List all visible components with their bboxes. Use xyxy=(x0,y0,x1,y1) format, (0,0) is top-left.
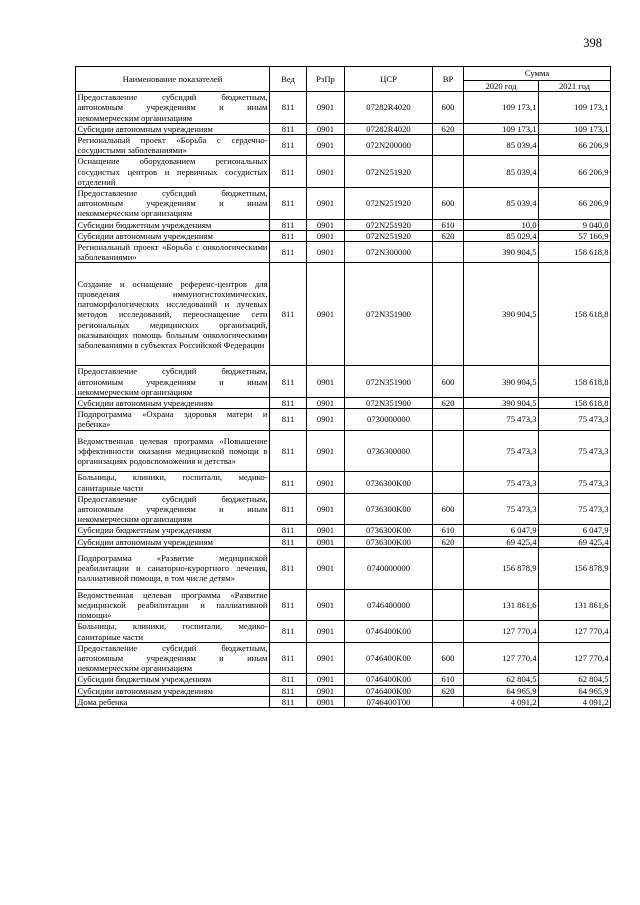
amount-2020-cell: 109 173,1 xyxy=(464,123,539,134)
ved-cell: 811 xyxy=(270,642,307,674)
amount-2021-cell: 158 618,8 xyxy=(539,366,611,398)
amount-2020-cell: 109 173,1 xyxy=(464,92,539,124)
name-cell: Предоставление субсидий бюджетным, автономным учреждениям и иным некоммерческим организациям xyxy=(77,188,268,219)
ved-cell: 811 xyxy=(270,674,307,685)
name-cell: Предоставление субсидий бюджетным, автономным учреждениям и иным некоммерческим организациям xyxy=(77,493,268,525)
rzpr-cell: 0901 xyxy=(307,188,345,220)
table-row xyxy=(76,472,611,493)
ved-cell: 811 xyxy=(270,242,307,263)
name-cell: Создание и оснащение референс-центров для проведения иммуногистохимических, патоморфологических исследований и лучевых методов исследований, переоснащение сети региональных медицинских организаций, оказывающих помощь больным онкологическими заболеваниями в субъектах Российской Федерации xyxy=(76,263,270,366)
name-cell: Предоставление субсидий бюджетным, автономным учреждениям и иным некоммерческим организациям xyxy=(77,642,268,674)
amount-2021-cell: 69 425,4 xyxy=(539,536,611,547)
ved-cell: 811 xyxy=(270,230,307,241)
year-2020-header: 2020 год xyxy=(464,81,539,92)
name-cell: Субсидии бюджетным учреждениям xyxy=(76,525,270,536)
rzpr-cell: 0901 xyxy=(307,230,345,241)
amount-2021-cell: 127 770,4 xyxy=(539,642,611,674)
name-cell: Субсидии бюджетным учреждениям xyxy=(76,219,270,230)
table-row xyxy=(76,674,611,685)
ved-cell: 811 xyxy=(270,621,307,642)
csr-cell: 0736300K00 xyxy=(345,472,433,493)
ved-cell: 811 xyxy=(270,366,307,398)
vr-cell: 610 xyxy=(433,525,464,536)
vr-header: ВР xyxy=(433,67,464,92)
amount-2020-cell: 390 904,5 xyxy=(464,242,539,263)
amount-2021-cell: 109 173,1 xyxy=(539,123,611,134)
name-cell: Предоставление субсидий бюджетным, автономным учреждениям и иным некоммерческим организациям xyxy=(77,92,268,123)
amount-2020-cell: 156 878,9 xyxy=(464,547,539,589)
rzpr-cell: 0901 xyxy=(307,398,345,409)
amount-2021-cell: 127 770,4 xyxy=(539,621,611,642)
csr-cell: 072N200000 xyxy=(345,135,433,156)
ved-header: Вед xyxy=(270,67,307,92)
amount-2020-cell: 75 473,3 xyxy=(464,472,539,493)
rzpr-cell: 0901 xyxy=(307,430,345,472)
amount-2020-cell: 85 039,4 xyxy=(464,135,539,156)
csr-cell: 072N251920 xyxy=(345,219,433,230)
amount-2021-cell: 158 618,8 xyxy=(539,398,611,409)
amount-2021-cell: 57 166,9 xyxy=(539,230,611,241)
rzpr-cell: 0901 xyxy=(307,685,345,696)
csr-cell: 072N251920 xyxy=(345,156,433,188)
vr-cell xyxy=(433,242,464,263)
amount-2021-cell: 6 047,9 xyxy=(539,525,611,536)
vr-cell xyxy=(433,156,464,188)
name-cell: Субсидии автономным учреждениям xyxy=(76,398,270,409)
name-cell: Подпрограмма «Развитие медицинской реабилитации и санаторно-курортного лечения, паллиативной помощи, в том числе детям» xyxy=(76,547,270,589)
amount-2020-cell: 85 039,4 xyxy=(464,156,539,188)
table-row xyxy=(76,92,611,124)
table-row xyxy=(76,409,611,430)
table-row xyxy=(76,242,611,263)
amount-2021-cell: 9 040,0 xyxy=(539,219,611,230)
ved-cell: 811 xyxy=(270,536,307,547)
table-row xyxy=(76,430,611,472)
name-cell: Ведомственная целевая программа «Повышение эффективности оказания медицинской помощи в организациях родовспоможения и детства» xyxy=(76,430,270,472)
rzpr-cell: 0901 xyxy=(307,263,345,366)
budget-table xyxy=(75,66,611,708)
amount-2020-cell: 62 804,5 xyxy=(464,674,539,685)
table-row xyxy=(76,696,611,707)
amount-2021-cell: 75 473,3 xyxy=(539,409,611,430)
ved-cell: 811 xyxy=(270,430,307,472)
name-cell: Предоставление субсидий бюджетным, автономным учреждениям и иным некоммерческим организациям xyxy=(77,366,268,397)
amount-2020-cell: 127 770,4 xyxy=(464,642,539,674)
rzpr-cell: 0901 xyxy=(307,472,345,493)
ved-cell: 811 xyxy=(270,493,307,525)
ved-cell: 811 xyxy=(270,409,307,430)
amount-2021-cell: 75 473,3 xyxy=(539,472,611,493)
name-cell: Субсидии автономным учреждениям xyxy=(76,230,270,241)
rzpr-cell: 0901 xyxy=(307,674,345,685)
name-cell: Субсидии автономным учреждениям xyxy=(76,536,270,547)
rzpr-cell: 0901 xyxy=(307,409,345,430)
amount-2020-cell: 69 425,4 xyxy=(464,536,539,547)
csr-cell: 07282R4020 xyxy=(345,92,433,124)
table-row xyxy=(76,536,611,547)
name-cell: Оснащение оборудованием региональных сосудистых центров и первичных сосудистых отделений xyxy=(77,156,268,187)
vr-cell: 620 xyxy=(433,230,464,241)
rzpr-cell: 0901 xyxy=(307,589,345,621)
vr-cell xyxy=(433,135,464,156)
amount-2020-cell: 131 861,6 xyxy=(464,589,539,621)
ved-cell: 811 xyxy=(270,547,307,589)
amount-header: Сумма xyxy=(464,67,611,81)
ved-cell: 811 xyxy=(270,696,307,707)
csr-cell: 0736300K00 xyxy=(345,525,433,536)
name-cell: Региональный проект «Борьба с онкологическими заболеваниями» xyxy=(77,242,268,263)
ved-cell: 811 xyxy=(270,156,307,188)
table-row xyxy=(76,642,611,674)
ved-cell: 811 xyxy=(270,525,307,536)
page-number: 398 xyxy=(583,36,602,50)
amount-2020-cell: 85 029,4 xyxy=(464,230,539,241)
rzpr-cell: 0901 xyxy=(307,642,345,674)
amount-2020-cell: 390 904,5 xyxy=(464,366,539,398)
table-row xyxy=(76,589,611,621)
table-row xyxy=(76,230,611,241)
vr-cell: 610 xyxy=(433,674,464,685)
amount-2020-cell: 390 904,5 xyxy=(464,398,539,409)
vr-cell xyxy=(433,409,464,430)
name-cell: Подпрограмма «Охрана здоровья матери и ребенка» xyxy=(77,409,268,430)
csr-cell: 0746400K00 xyxy=(345,685,433,696)
vr-cell xyxy=(433,472,464,493)
name-cell: Субсидии автономным учреждениям xyxy=(76,685,270,696)
amount-2021-cell: 64 965,9 xyxy=(539,685,611,696)
ved-cell: 811 xyxy=(270,263,307,366)
csr-cell: 0736300K00 xyxy=(345,493,433,525)
ved-cell: 811 xyxy=(270,472,307,493)
rzpr-cell: 0901 xyxy=(307,135,345,156)
amount-2020-cell: 390 904,5 xyxy=(464,263,539,366)
csr-cell: 072N251920 xyxy=(345,188,433,220)
table-row xyxy=(76,156,611,188)
vr-cell: 620 xyxy=(433,685,464,696)
rzpr-cell: 0901 xyxy=(307,525,345,536)
amount-2021-cell: 109 173,1 xyxy=(539,92,611,124)
csr-cell: 0746400K00 xyxy=(345,674,433,685)
csr-cell: 0746400K00 xyxy=(345,642,433,674)
table-body xyxy=(76,92,611,708)
table-row xyxy=(76,547,611,589)
ved-cell: 811 xyxy=(270,219,307,230)
table-row xyxy=(76,398,611,409)
vr-cell xyxy=(433,696,464,707)
table-row xyxy=(76,621,611,642)
amount-2021-cell: 131 861,6 xyxy=(539,589,611,621)
vr-cell xyxy=(433,547,464,589)
table-row xyxy=(76,219,611,230)
amount-2021-cell: 4 091,2 xyxy=(539,696,611,707)
rzpr-cell: 0901 xyxy=(307,242,345,263)
ved-cell: 811 xyxy=(270,135,307,156)
vr-cell: 600 xyxy=(433,493,464,525)
csr-header: ЦСР xyxy=(345,67,433,92)
rzpr-cell: 0901 xyxy=(307,547,345,589)
amount-2021-cell: 66 206,9 xyxy=(539,188,611,220)
table-row xyxy=(76,123,611,134)
ved-cell: 811 xyxy=(270,398,307,409)
csr-cell: 072N300000 xyxy=(345,242,433,263)
ved-cell: 811 xyxy=(270,188,307,220)
csr-cell: 0746400T00 xyxy=(345,696,433,707)
amount-2020-cell: 10,0 xyxy=(464,219,539,230)
name-header: Наименование показателей xyxy=(76,67,270,92)
table-row xyxy=(76,366,611,398)
table-row xyxy=(76,135,611,156)
csr-cell: 0746400K00 xyxy=(345,621,433,642)
vr-cell xyxy=(433,589,464,621)
rzpr-cell: 0901 xyxy=(307,92,345,124)
ved-cell: 811 xyxy=(270,685,307,696)
rzpr-cell: 0901 xyxy=(307,123,345,134)
amount-2020-cell: 64 965,9 xyxy=(464,685,539,696)
rzpr-header: РзПр xyxy=(307,67,345,92)
header-row xyxy=(76,67,611,81)
name-cell: Ведомственная целевая программа «Развитие медицинской реабилитации и паллиативной помощи» xyxy=(77,589,268,621)
csr-cell: 0736300K00 xyxy=(345,536,433,547)
amount-2020-cell: 75 473,3 xyxy=(464,409,539,430)
vr-cell: 600 xyxy=(433,642,464,674)
csr-cell: 072N351900 xyxy=(345,366,433,398)
vr-cell: 600 xyxy=(433,366,464,398)
amount-2021-cell: 62 804,5 xyxy=(539,674,611,685)
vr-cell: 620 xyxy=(433,123,464,134)
csr-cell: 0736300000 xyxy=(345,430,433,472)
ved-cell: 811 xyxy=(270,123,307,134)
csr-cell: 072N251920 xyxy=(345,230,433,241)
amount-2021-cell: 158 618,8 xyxy=(539,242,611,263)
table-row xyxy=(76,493,611,525)
name-cell: Субсидии автономным учреждениям xyxy=(76,123,270,134)
rzpr-cell: 0901 xyxy=(307,621,345,642)
csr-cell: 0740000000 xyxy=(345,547,433,589)
csr-cell: 07282R4020 xyxy=(345,123,433,134)
amount-2021-cell: 156 878,9 xyxy=(539,547,611,589)
rzpr-cell: 0901 xyxy=(307,493,345,525)
amount-2020-cell: 127 770,4 xyxy=(464,621,539,642)
vr-cell xyxy=(433,430,464,472)
rzpr-cell: 0901 xyxy=(307,696,345,707)
name-cell: Региональный проект «Борьба с сердечно-сосудистыми заболеваниями» xyxy=(77,135,268,156)
csr-cell: 0730000000 xyxy=(345,409,433,430)
vr-cell: 620 xyxy=(433,398,464,409)
amount-2021-cell: 158 618,8 xyxy=(539,263,611,366)
name-cell: Дома ребенка xyxy=(76,696,270,707)
csr-cell: 072N351900 xyxy=(345,398,433,409)
amount-2020-cell: 85 039,4 xyxy=(464,188,539,220)
csr-cell: 0746400000 xyxy=(345,589,433,621)
amount-2021-cell: 66 206,9 xyxy=(539,135,611,156)
rzpr-cell: 0901 xyxy=(307,536,345,547)
ved-cell: 811 xyxy=(270,589,307,621)
table-row xyxy=(76,263,611,366)
name-cell: Субсидии бюджетным учреждениям xyxy=(76,674,270,685)
table-row xyxy=(76,188,611,220)
amount-2020-cell: 4 091,2 xyxy=(464,696,539,707)
csr-cell: 072N351900 xyxy=(345,263,433,366)
vr-cell xyxy=(433,621,464,642)
name-cell: Больницы, клиники, госпитали, медико-санитарные части xyxy=(77,472,268,493)
year-2021-header: 2021 год xyxy=(539,81,611,92)
amount-2021-cell: 75 473,3 xyxy=(539,493,611,525)
amount-2021-cell: 66 206,9 xyxy=(539,156,611,188)
table-row xyxy=(76,525,611,536)
vr-cell: 600 xyxy=(433,92,464,124)
name-cell: Больницы, клиники, госпитали, медико-санитарные части xyxy=(77,621,268,642)
rzpr-cell: 0901 xyxy=(307,156,345,188)
rzpr-cell: 0901 xyxy=(307,366,345,398)
amount-2021-cell: 75 473,3 xyxy=(539,430,611,472)
rzpr-cell: 0901 xyxy=(307,219,345,230)
table-row xyxy=(76,685,611,696)
amount-2020-cell: 75 473,3 xyxy=(464,493,539,525)
amount-2020-cell: 75 473,3 xyxy=(464,430,539,472)
vr-cell xyxy=(433,263,464,366)
vr-cell: 620 xyxy=(433,536,464,547)
vr-cell: 600 xyxy=(433,188,464,220)
amount-2020-cell: 6 047,9 xyxy=(464,525,539,536)
vr-cell: 610 xyxy=(433,219,464,230)
ved-cell: 811 xyxy=(270,92,307,124)
